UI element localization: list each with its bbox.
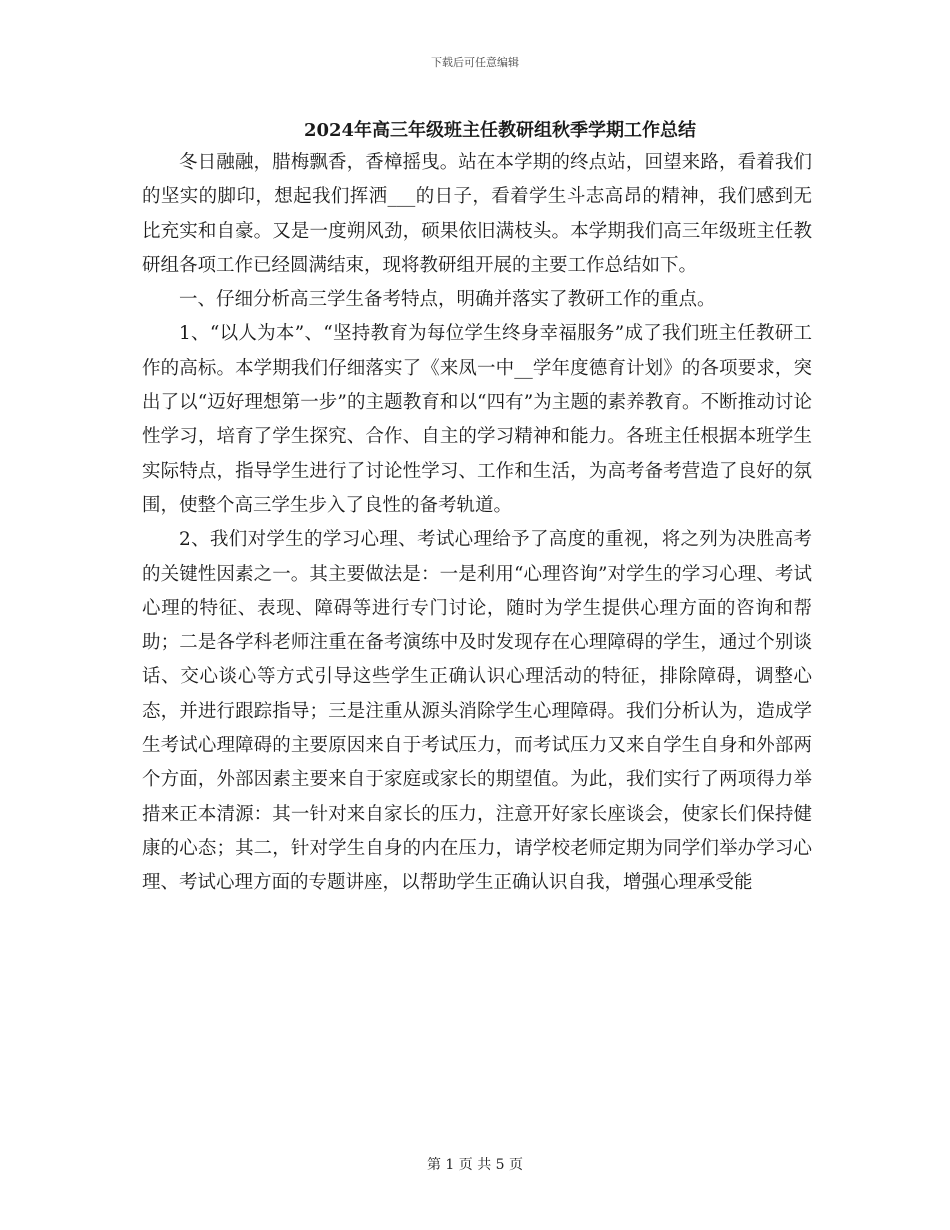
paragraph-point-one: 1、“以人为本”、“坚持教育为每位学生终身幸福服务”成了我们班主任教研工作的高标。本学期我们仔细落实了《来凤一中__学年度德育计划》的各项要求，突出了以“迈好理想第一步”的主题教育和以“四有”为主题的素养教育。不断推动讨论性学习，培育了学生探究、合作、自主的学习精神和能力。各班主任根据本班学生实际特点，指导学生进行了讨论性学习、工作和生活，为高考备考营造了良好的氛围，使整个高三学生步入了良性的备考轨道。 [142,323,812,516]
paragraph-intro: 冬日融融，腊梅飘香，香樟摇曳。站在本学期的终点站，回望来路，看着我们的坚实的脚印，想起我们挥洒___的日子，看着学生斗志高昂的精神，我们感到无比充实和自豪。又是一度朔风劲，硕果依旧满枝头。本学期我们高三年级班主任教研组各项工作已经圆满结束，现将教研组开展的主要工作总结如下。 [142,152,812,276]
document-body [142,146,812,901]
page-number: 第 1 页 共 5 页 [426,1157,524,1173]
header-note: 下载后可任意编辑 [431,56,519,69]
paragraph-section-one-heading: 一、仔细分析高三学生备考特点，明确并落实了教研工作的重点。 [179,289,716,311]
document-title: 2024年高三年级班主任教研组秋季学期工作总结 [303,120,697,141]
paragraph-point-two: 2、我们对学生的学习心理、考试心理给予了高度的重视，将之列为决胜高考的关键性因素之一。其主要做法是：一是利用“心理咨询”对学生的学习心理、考试心理的特征、表现、障碍等进行专门讨论，随时为学生提供心理方面的咨询和帮助；二是各学科老师注重在备考演练中及时发现存在心理障碍的学生，通过个别谈话、交心谈心等方式引导这些学生正确认识心理活动的特征，排除障碍，调整心态，并进行跟踪指导；三是注重从源头消除学生心理障碍。我们分析认为，造成学生考试心理障碍的主要原因来自于考试压力，而考试压力又来自学生自身和外部两个方面，外部因素主要来自于家庭或家长的期望值。为此，我们实行了两项得力举措来正本清源：其一针对来自家长的压力，注意开好家长座谈会，使家长们保持健康的心态；其二，针对学生自身的内在压力，请学校老师定期为同学们举办学习心理、考试心理方面的专题讲座，以帮助学生正确认识自我，增强心理承受能 [142,529,812,894]
